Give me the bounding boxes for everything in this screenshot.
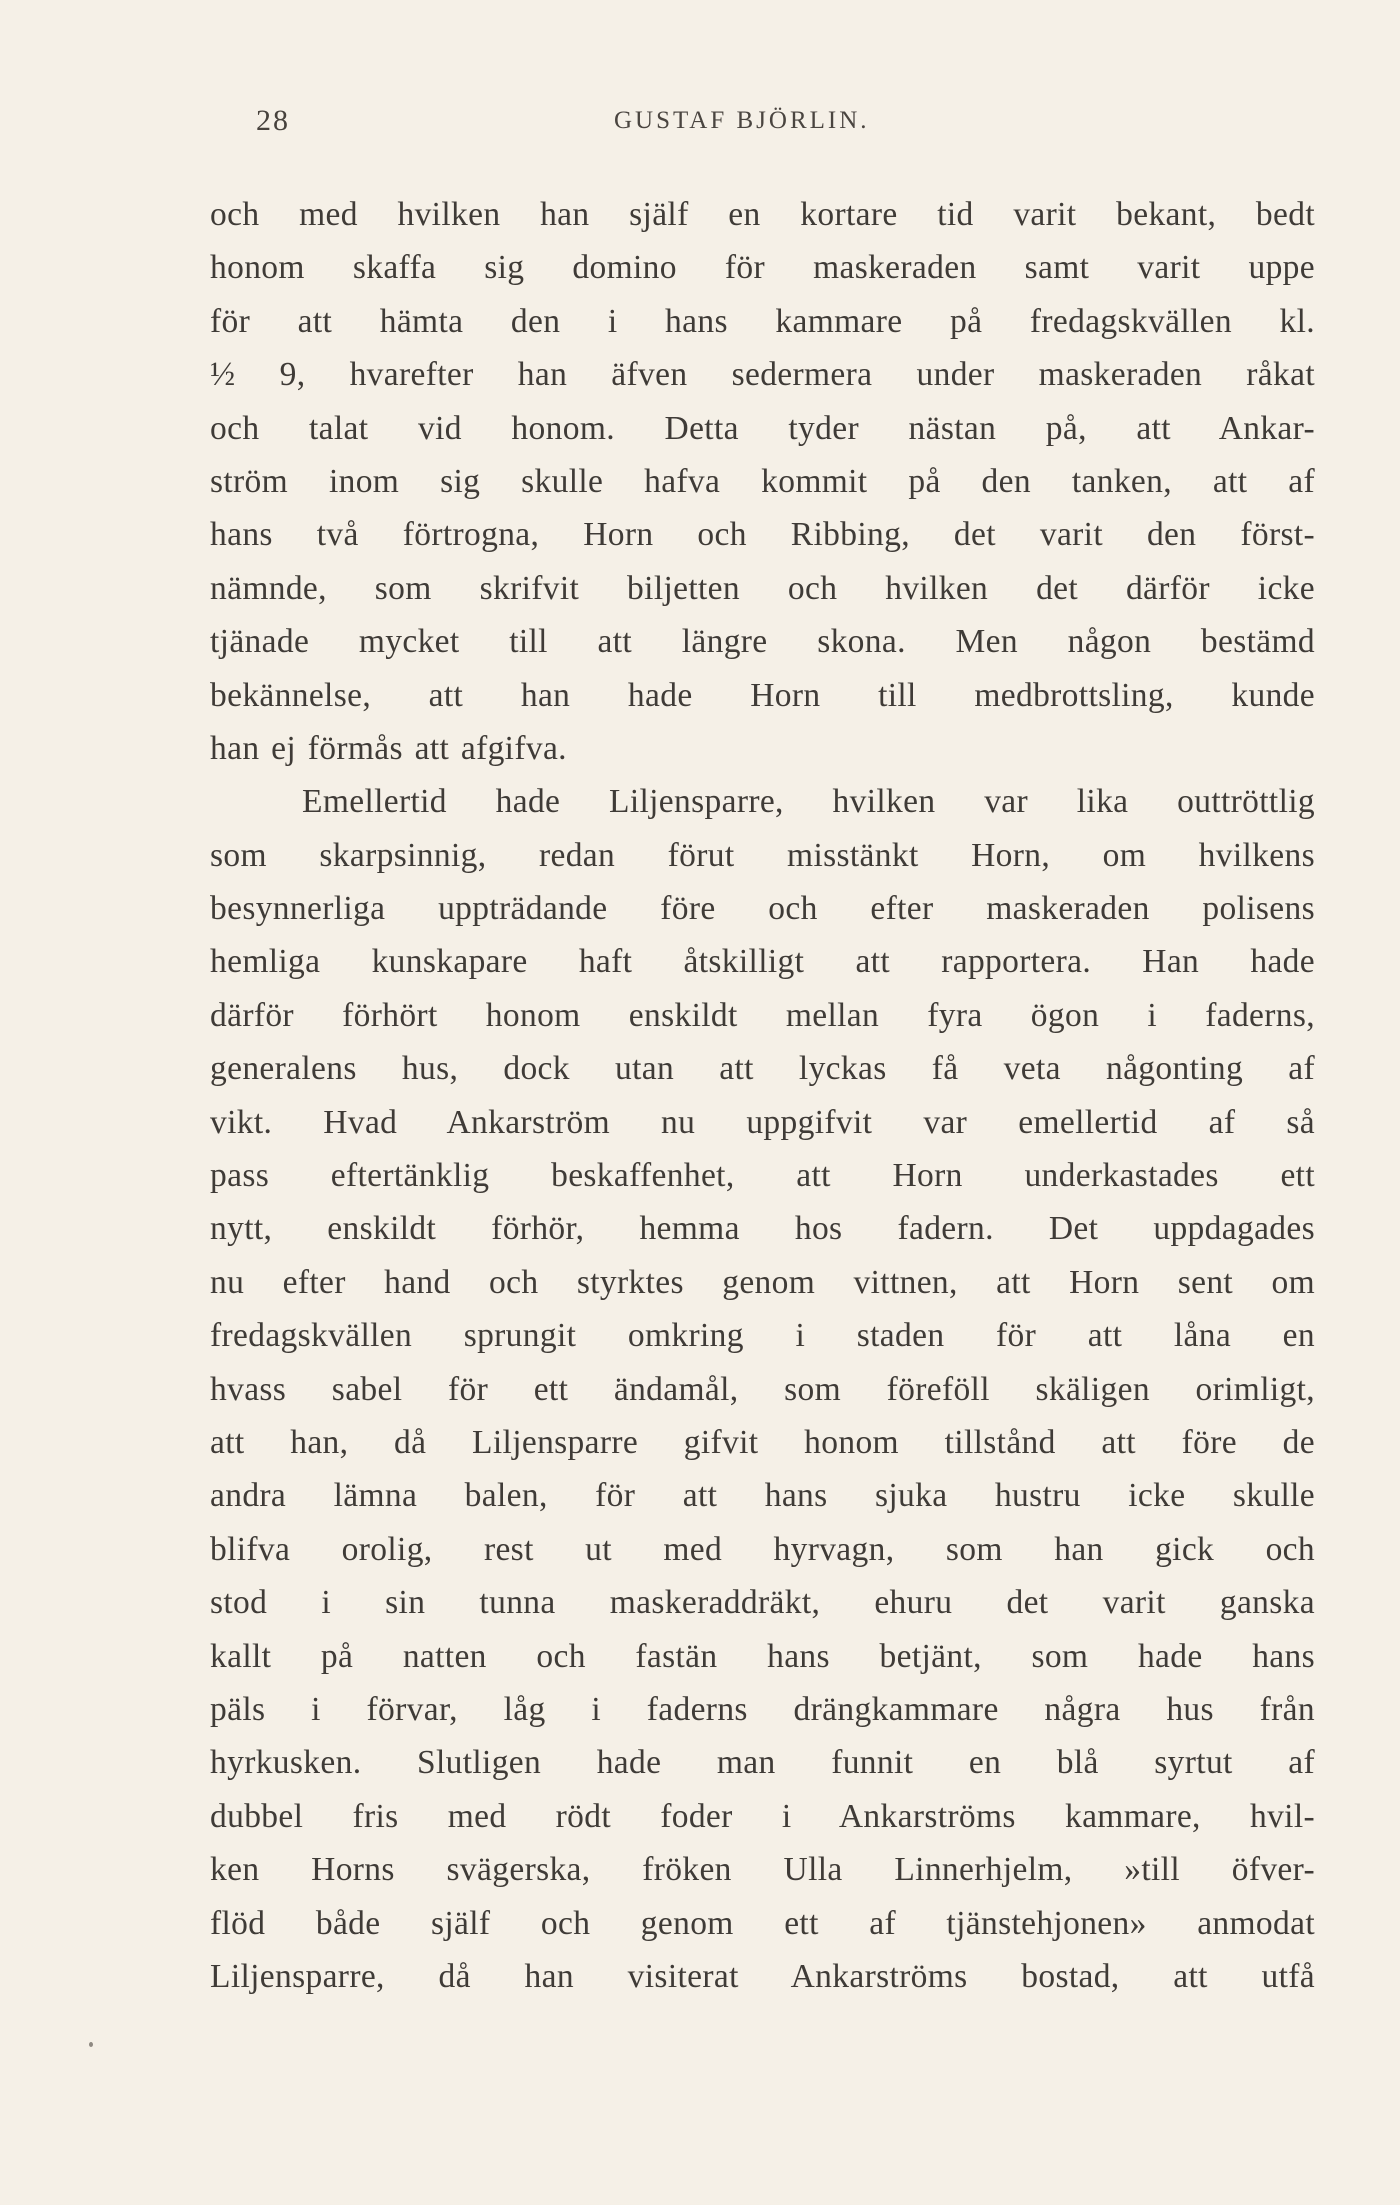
text-line: hans två förtrogna, Horn och Ribbing, det varit den först- bbox=[210, 516, 1315, 554]
paper-speck bbox=[89, 2042, 93, 2047]
text-line: vikt. Hvad Ankarström nu uppgifvit var emellertid af så bbox=[210, 1103, 1315, 1141]
text-line: dubbel fris med rödt foder i Ankarströms kammare, hvil- bbox=[210, 1797, 1315, 1835]
text-line: nämnde, som skrifvit biljetten och hvilken det därför icke bbox=[210, 569, 1315, 607]
text-line: nytt, enskildt förhör, hemma hos fadern. Det uppdagades bbox=[210, 1210, 1315, 1248]
paragraph-end-line: han ej förmås att afgifva. bbox=[210, 729, 567, 767]
text-line: som skarpsinnig, redan förut misstänkt Horn, om hvilkens bbox=[210, 836, 1315, 874]
text-line: ½ 9, hvarefter han äfven sedermera under maskeraden råkat bbox=[210, 356, 1315, 394]
text-line: ström inom sig skulle hafva kommit på den tanken, att af bbox=[210, 462, 1315, 500]
text-line: kallt på natten och fastän hans betjänt, som hade hans bbox=[210, 1637, 1315, 1675]
text-line: tjänade mycket till att längre skona. Men någon bestämd bbox=[210, 623, 1315, 661]
text-line: stod i sin tunna maskeraddräkt, ehuru det varit ganska bbox=[210, 1584, 1315, 1622]
page-header bbox=[0, 104, 1400, 148]
text-line: generalens hus, dock utan att lyckas få veta någonting af bbox=[210, 1050, 1315, 1088]
text-line: att han, då Liljensparre gifvit honom tillstånd att före de bbox=[210, 1423, 1315, 1461]
running-head: GUSTAF BJÖRLIN. bbox=[614, 107, 870, 134]
text-line: och med hvilken han själf en kortare tid varit bekant, bedt bbox=[210, 196, 1315, 233]
text-line: för att hämta den i hans kammare på fredagskvällen kl. bbox=[210, 302, 1315, 340]
text-line: blifva orolig, rest ut med hyrvagn, som han gick och bbox=[210, 1530, 1315, 1568]
text-line: bekännelse, att han hade Horn till medbrottsling, kunde bbox=[210, 676, 1315, 714]
text-line: och talat vid honom. Detta tyder nästan på, att Ankar- bbox=[210, 409, 1315, 447]
text-line: nu efter hand och styrktes genom vittnen, att Horn sent om bbox=[210, 1263, 1315, 1301]
text-line: päls i förvar, låg i faderns drängkammare några hus från bbox=[210, 1690, 1315, 1728]
text-line: ken Horns svägerska, fröken Ulla Linnerhjelm, »till öfver- bbox=[210, 1851, 1315, 1889]
body-text bbox=[210, 188, 1315, 2003]
text-line: fredagskvällen sprungit omkring i staden för att låna en bbox=[210, 1317, 1315, 1355]
text-line: hyrkusken. Slutligen hade man funnit en blå syrtut af bbox=[210, 1744, 1315, 1782]
text-line: honom skaffa sig domino för maskeraden samt varit uppe bbox=[210, 249, 1315, 287]
text-line: hvass sabel för ett ändamål, som föreföll skäligen orimligt, bbox=[210, 1370, 1315, 1408]
text-line: pass eftertänklig beskaffenhet, att Horn underkastades ett bbox=[210, 1157, 1315, 1195]
text-line: besynnerliga uppträdande före och efter maskeraden polisens bbox=[210, 890, 1315, 928]
paragraph-start-line: Emellertid hade Liljensparre, hvilken var lika outtröttlig bbox=[302, 783, 1315, 821]
page-number: 28 bbox=[256, 104, 290, 137]
text-line: flöd både själf och genom ett af tjänstehjonen» anmodat bbox=[210, 1904, 1315, 1942]
text-line: därför förhört honom enskildt mellan fyra ögon i faderns, bbox=[210, 996, 1315, 1034]
text-line: Liljensparre, då han visiterat Ankarströms bostad, att utfå bbox=[210, 1957, 1315, 1995]
text-line: hemliga kunskapare haft åtskilligt att rapportera. Han hade bbox=[210, 943, 1315, 981]
text-line: andra lämna balen, för att hans sjuka hustru icke skulle bbox=[210, 1477, 1315, 1515]
